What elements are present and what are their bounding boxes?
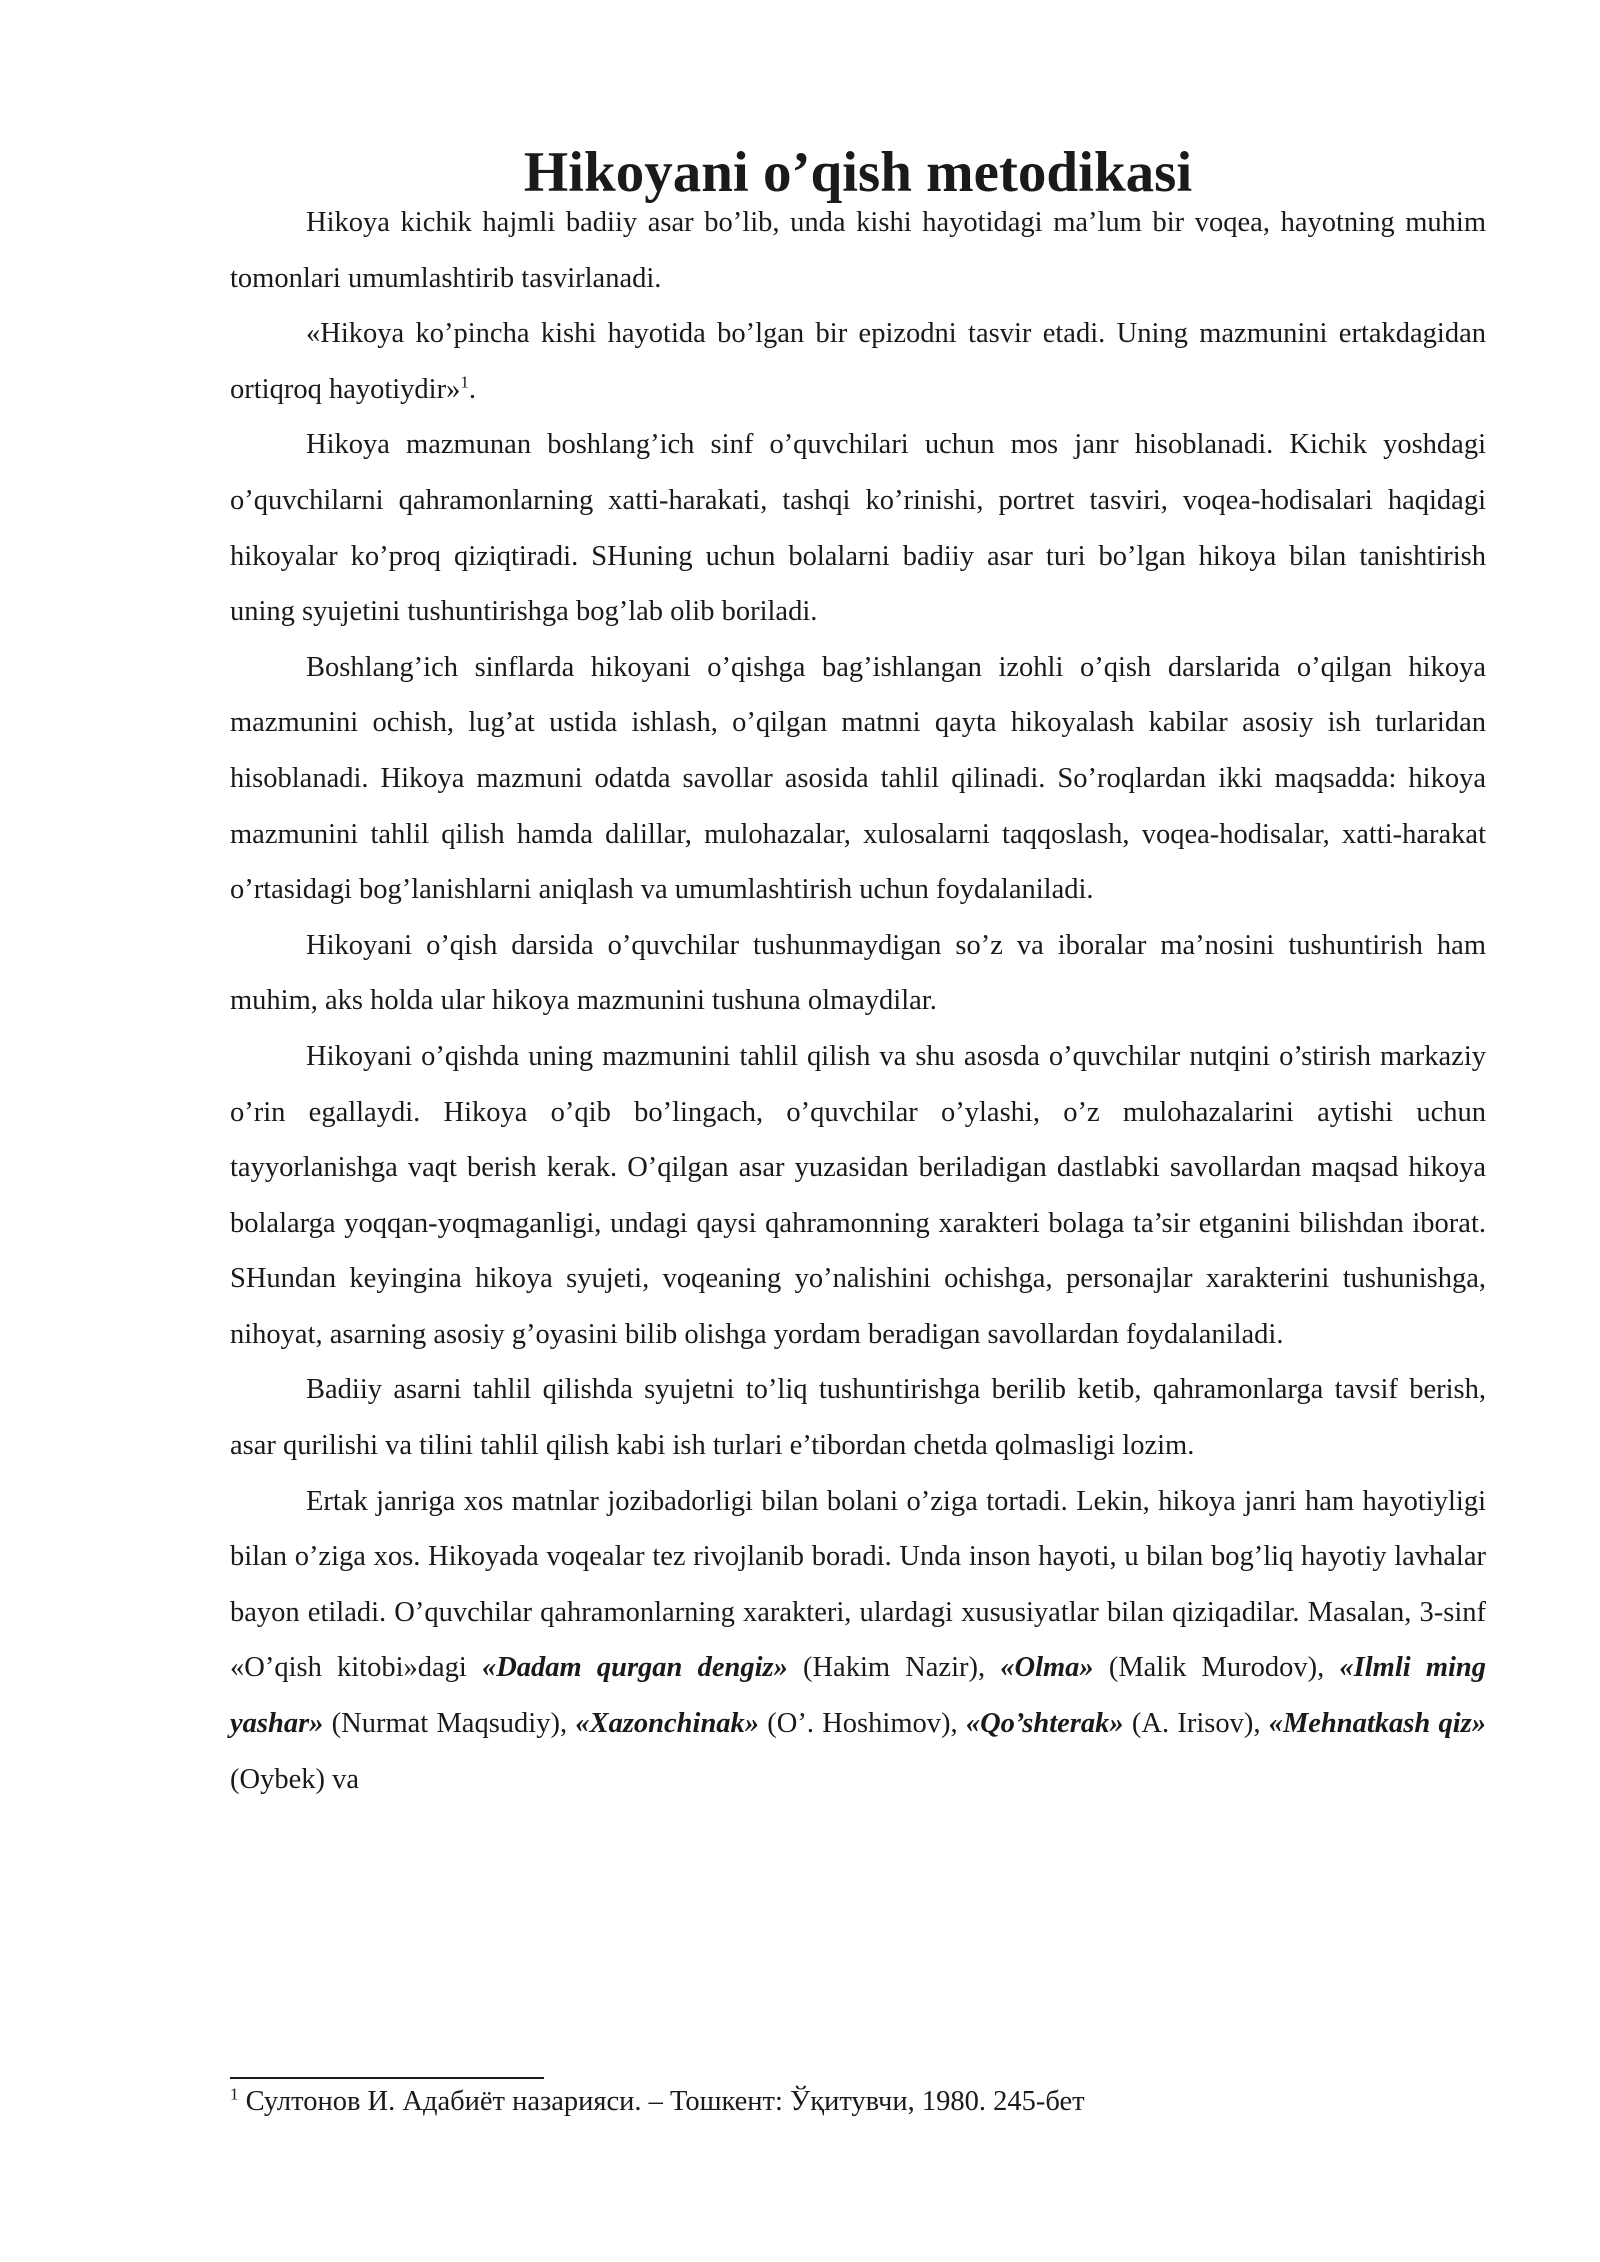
work-title: «Olma» — [1000, 1652, 1094, 1684]
paragraph: Hikoya mazmunan boshlang’ich sinf o’quvchilari uchun mos janr hisoblanadi. Kichik yoshdagi o’quvchilarni qahramonlarning xatti-harakati, tashqi ko’rinishi, portret tasviri, voqea-hodisalari haqidagi hikoyalar ko’proq qiziqtiradi. SHuning uchun bolalarni badiiy asar turi bo’lgan hikoya bilan tanishtirish uning syujetini tushuntirishga bog’lab olib boriladi. — [230, 429, 1486, 628]
work-author: (A. Irisov), — [1123, 1708, 1269, 1740]
footnote-mark: 1 — [230, 2084, 239, 2104]
document-title: Hikoyani o’qish metodikasi — [523, 141, 1193, 204]
paragraph: Hikoya kichik hajmli badiiy asar bo’lib, unda kishi hayotidagi ma’lum bir voqea, hayotning muhim tomonlari umumlashtirib tasvirlanadi. — [230, 207, 1486, 294]
document-page — [230, 141, 1487, 1807]
paragraph-text: «Hikoya ko’pincha kishi hayotida bo’lgan bir epizodni tasvir etadi. Uning mazmunini ertakdagidan ortiqroq hayotiydir» — [230, 318, 1486, 405]
paragraph-text: Ertak janriga xos matnlar jozibadorligi bilan bolani o’ziga tortadi. Lekin, hikoya janri ham hayotiyligi bilan o’ziga xos. Hikoyada voqealar tez rivojlanib boradi. Unda inson hayoti, u bilan bog’liq hayotiy lavhalar bayon etiladi. O’quvchilar qahramonlarning xarakteri, ulardagi xususiyatlar bilan qiziqadilar. Masalan, 3-sinf «O’qish kitobi»dagi — [230, 1485, 1486, 1684]
paragraph: Badiiy asarni tahlil qilishda syujetni to’liq tushuntirishga berilib ketib, qahramonlarga tavsif berish, asar qurilishi va tilini tahlil qilish kabi ish turlari e’tibordan chetda qolmasligi lozim. — [230, 1374, 1486, 1462]
paragraph: Hikoyani o’qish darsida o’quvchilar tushunmaydigan so’z va iboralar ma’nosini tushuntirish ham muhim, aks holda ular hikoya mazmunini tushuna olmaydilar. — [230, 929, 1486, 1017]
paragraph: Hikoyani o’qishda uning mazmunini tahlil qilish va shu asosda o’quvchilar nutqini o’stirish markaziy o’rin egallaydi. Hikoya o’qib bo’lingach, o’quvchilar o’ylashi, o’z mulohazalarini aytishi uchun tayyorlanishga vaqt berish kerak. O’qilgan asar yuzasidan beriladigan dastlabki savollardan maqsad hikoya bolalarga yoqqan-yoqmaganligi, undagi qaysi qahramonning xarakteri bolaga ta’sir etganini bilishdan iborat. SHundan keyingina hikoya syujeti, voqeaning yo’nalishini ochishga, personajlar xarakterini tushunishga, nihoyat, asarning asosiy g’oyasini bilib olishga yordam beradigan savollardan foydalaniladi. — [230, 1040, 1486, 1350]
paragraph: Boshlang’ich sinflarda hikoyani o’qishga bag’ishlangan izohli o’qish darslarida o’qilgan hikoya mazmunini ochish, lug’at ustida ishlash, o’qilgan matnni qayta hikoyalash kabilar asosiy ish turlaridan hisoblanadi. Hikoya mazmuni odatda savollar asosida tahlil qilinadi. So’roqlardan ikki maqsadda: hikoya mazmunini tahlil qilish hamda dalillar, mulohazalar, xulosalarni taqqoslash, voqea-hodisalar, xatti-harakat o’rtasidagi bog’lanishlarni aniqlash va umumlashtirish uchun foydalaniladi. — [230, 651, 1486, 906]
paragraph-with-footnote — [230, 306, 1486, 417]
work-author: (Oybek) va — [230, 1763, 359, 1795]
work-title: «Qo’shterak» — [965, 1708, 1124, 1740]
footnote-separator — [230, 2077, 544, 2079]
work-author: (Malik Murodov), — [1093, 1652, 1340, 1684]
work-title: «Dadam qurgan dengiz» — [481, 1652, 788, 1684]
work-title: «Xazonchinak» — [575, 1708, 760, 1740]
work-title: «Ilmli ming yashar» — [230, 1652, 1487, 1740]
work-author: (O’. Hoshimov), — [759, 1708, 966, 1740]
work-author: (Hakim Nazir), — [787, 1652, 1001, 1684]
footnote-text: Султонов И. Адабиёт назарияси. – Тошкент: Ўқитувчи, 1980. 245-бет — [238, 2086, 1085, 2117]
footnote-reference[interactable]: 1 — [460, 372, 469, 392]
work-author: (Nurmat Maqsudiy), — [323, 1708, 576, 1740]
sentence-end: . — [468, 373, 476, 405]
paragraph-with-works — [230, 1474, 1486, 1808]
footnote — [230, 2080, 1486, 2124]
work-title: «Mehnatkash qiz» — [1268, 1708, 1486, 1740]
